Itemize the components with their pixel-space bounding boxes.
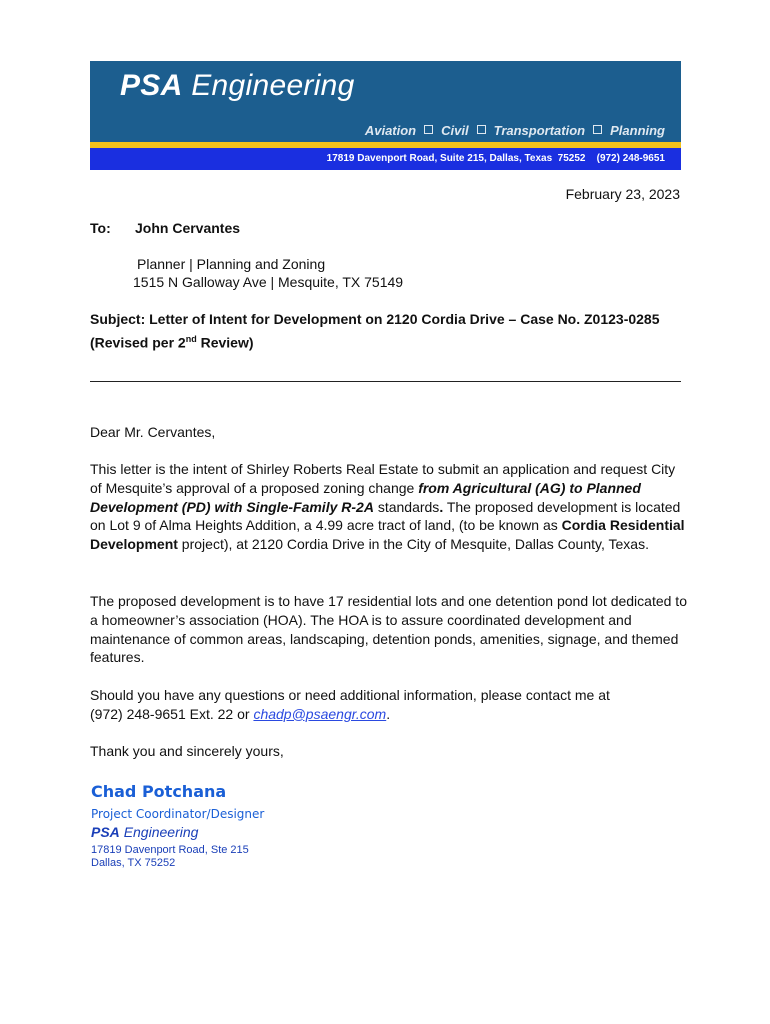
p1-project-name: Cordia Residential Development xyxy=(90,517,685,553)
p3-line1: Should you have any questions or need additional information, please contact me at xyxy=(90,687,610,703)
letterhead-address: 17819 Davenport Road, Suite 215, Dallas, Texas 75252 (972) 248-9651 xyxy=(326,153,665,164)
letterhead-banner xyxy=(90,61,681,170)
recipient-name: John Cervantes xyxy=(135,220,241,236)
logo-engineering: Engineering xyxy=(191,69,355,102)
to-label: To: xyxy=(90,220,111,236)
services-list xyxy=(365,123,665,138)
email-link[interactable]: chadp@psaengr.com xyxy=(253,705,387,722)
salutation: Dear Mr. Cervantes, xyxy=(90,424,216,440)
paragraph-2: The proposed development is to have 17 residential lots and one detention pond lot dedicated to a homeowner’s association (HOA). The HOA is to assure coordinated development and maintenance of common areas, landscaping, detention ponds, amenities, signage, and themed features. xyxy=(90,593,687,666)
sig-logo-engineering: Engineering xyxy=(123,824,199,840)
p1-text-b: standards xyxy=(373,498,440,515)
square-bullet-icon xyxy=(477,125,486,134)
subject-label: Subject xyxy=(90,311,141,327)
service-civil: Civil xyxy=(441,123,469,138)
signature-address-line2: Dallas, TX 75252 xyxy=(91,857,176,869)
closing: Thank you and sincerely yours, xyxy=(90,743,284,759)
divider xyxy=(90,381,681,382)
paragraph-3 xyxy=(90,686,690,724)
signature-address-line1: 17819 Davenport Road, Ste 215 xyxy=(91,844,249,856)
service-aviation: Aviation xyxy=(364,123,417,138)
subject-line xyxy=(90,310,660,329)
subject-text: : Letter of Intent for Development on 2120 Cordia Drive – Case No. Z0123-0285 xyxy=(140,311,660,327)
square-bullet-icon xyxy=(593,125,602,134)
p3-line2: (972) 248-9651 Ext. 22 or xyxy=(90,705,254,722)
subject-line2-pre: (Revised per 2 xyxy=(90,334,186,351)
p1-period: . xyxy=(439,498,444,515)
service-transportation: Transportation xyxy=(493,123,586,138)
signature-company-logo xyxy=(91,824,198,840)
subject-line-2 xyxy=(90,330,254,353)
subject-line2-post: Review) xyxy=(196,334,254,351)
p1-text-d: project), at 2120 Cordia Drive in the City of Mesquite, Dallas County, Texas. xyxy=(177,536,649,553)
company-logo xyxy=(120,69,355,103)
p3-line2-end: . xyxy=(386,705,391,722)
p1-text-c: The proposed development is located on Lot 9 of Alma Heights Addition, a 4.99 acre tract of land, (to be known as xyxy=(90,498,681,534)
recipient-address: 1515 N Galloway Ave | Mesquite, TX 75149 xyxy=(133,274,404,290)
square-bullet-icon xyxy=(424,125,433,134)
signature-name: Chad Potchana xyxy=(91,782,227,801)
sig-logo-psa: PSA xyxy=(91,824,120,840)
p1-text-a: This letter is the intent of Shirley Roberts Real Estate to submit an application and request City of Mesquite’s approval of a proposed zoning change xyxy=(90,461,676,496)
service-planning: Planning xyxy=(610,123,665,138)
letter-date: February 23, 2023 xyxy=(565,186,680,202)
recipient-title: Planner | Planning and Zoning xyxy=(137,256,326,272)
logo-psa: PSA xyxy=(120,69,183,102)
signature-role: Project Coordinator/Designer xyxy=(91,807,265,821)
paragraph-1 xyxy=(90,460,690,554)
p1-zoning-change: from Agricultural (AG) to Planned Development (PD) with Single-Family R-2A xyxy=(90,479,641,515)
address-bar xyxy=(90,148,681,170)
subject-line2-sup: nd xyxy=(185,334,197,344)
